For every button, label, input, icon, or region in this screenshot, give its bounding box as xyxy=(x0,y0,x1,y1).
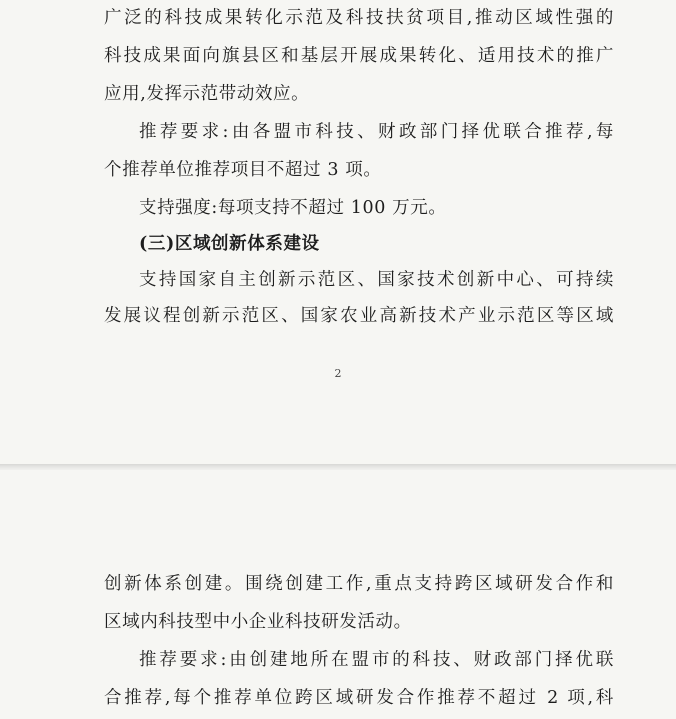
text-line: 个推荐单位推荐项目不超过 3 项。 xyxy=(104,160,382,180)
page-number: 2 xyxy=(334,367,342,380)
text-line: 支持强度:每项支持不超过 100 万元。 xyxy=(139,198,447,218)
document-page-bottom xyxy=(0,470,676,719)
text-line: 发展议程创新示范区、国家农业高新技术产业示范区等区域 xyxy=(104,306,614,326)
text-line: 广泛的科技成果转化示范及科技扶贫项目,推动区域性强的 xyxy=(104,8,614,28)
text-line: 推荐要求:由各盟市科技、财政部门择优联合推荐,每 xyxy=(139,122,614,142)
section-heading: (三)区域创新体系建设 xyxy=(139,234,320,254)
text-line: 应用,发挥示范带动效应。 xyxy=(104,84,310,104)
text-line: 科技成果面向旗县区和基层开展成果转化、适用技术的推广 xyxy=(104,46,614,66)
text-line: 区域内科技型中小企业科技研发活动。 xyxy=(104,612,412,632)
text-line: 推荐要求:由创建地所在盟市的科技、财政部门择优联 xyxy=(139,650,614,670)
text-line: 合推荐,每个推荐单位跨区域研发合作推荐不超过 2 项,科 xyxy=(104,688,614,708)
text-line: 创新体系创建。围绕创建工作,重点支持跨区域研发合作和 xyxy=(104,574,614,594)
text-line: 支持国家自主创新示范区、国家技术创新中心、可持续 xyxy=(139,270,614,290)
